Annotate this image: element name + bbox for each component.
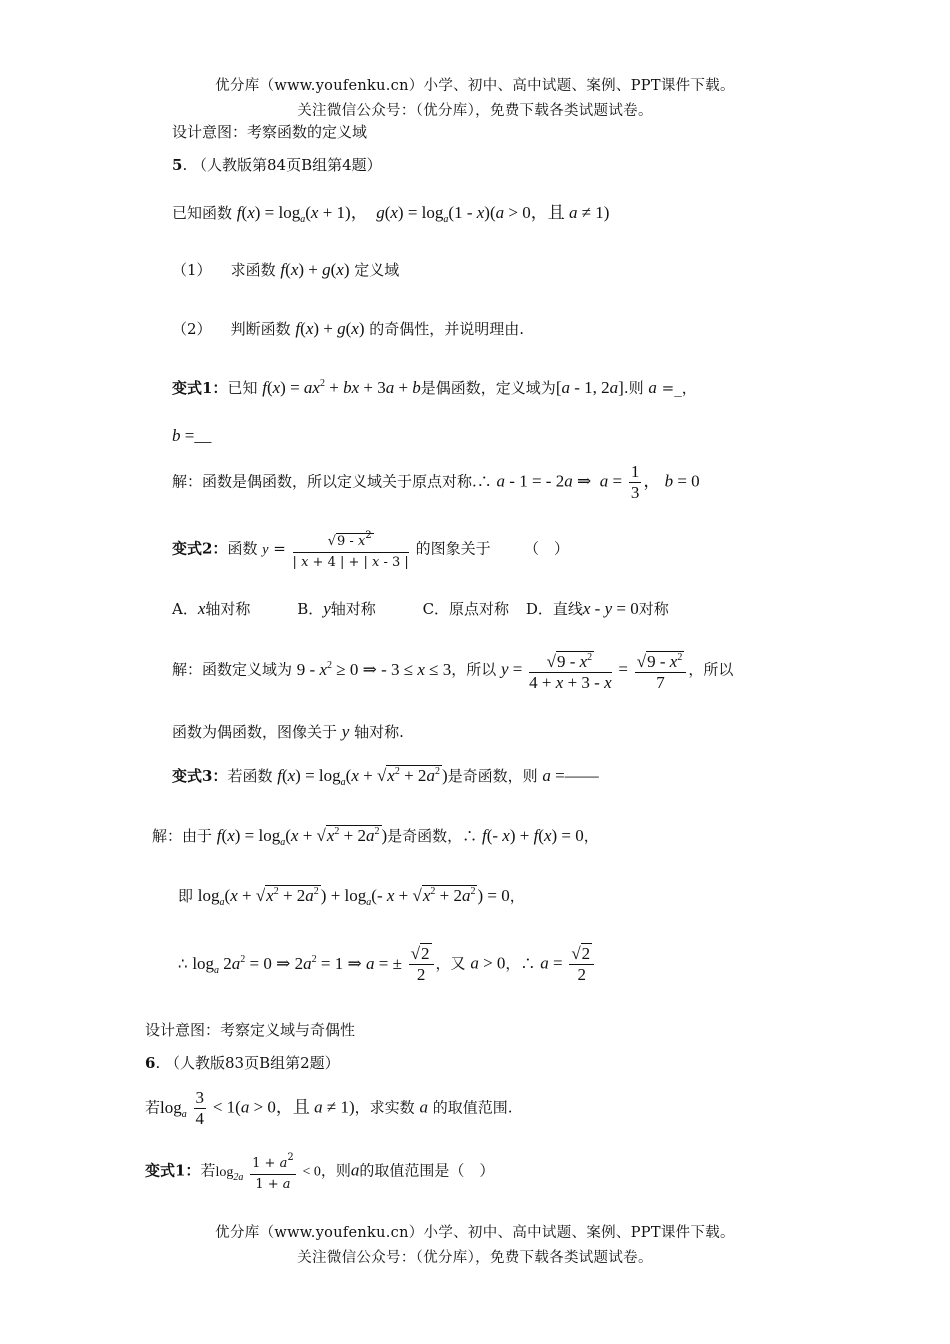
q5-f-def: $f(x) = \log_a(x + 1)$， $g(x) = \log_a(1 - x)(a > 0$，且 a ≠ 1) [236, 203, 610, 225]
v2-solution-2: 函数为偶函数，图像关于 y 轴对称. [172, 722, 404, 741]
design-intent-2: 设计意图：考察定义域与奇偶性 [145, 1021, 356, 1039]
q5-stem [172, 198, 609, 225]
q6-number: 6 [145, 1054, 156, 1072]
q6-heading: 6. （人教版83页B组第2题） [145, 1054, 340, 1072]
v2-option-d: D．直线x - y = 0对称 [525, 599, 669, 618]
v1-line2: b =__ [172, 426, 212, 445]
v2-option-a: A．x轴对称 [172, 599, 251, 618]
q5-number: 5 [172, 156, 183, 174]
footer-line-2: 关注微信公众号：（优分库），免费下载各类试题试卷。 [297, 1250, 653, 1266]
q5-part1: （1） 求函数 f(x) + g(x) 定义域 [172, 260, 400, 279]
v1-label: 变式1： [172, 379, 228, 397]
v3-solution-1: 解：由于 $f(x) = \log_a(x + √x^2 + 2a^2$ )是奇函数，∴ f(- x) + f(x) = 0， [152, 826, 599, 848]
q5-part2-label: （2） [172, 320, 212, 338]
q5-heading: 5. （人教版第84页B组第4题） [172, 156, 382, 174]
q6-variant-1: 变式1：若$\log_{2a}$ $\frac{1 + a^2}{1 + a}$ < 0，则a的取值范围是（ ） [145, 1148, 494, 1195]
v2-option-b: B．y轴对称 [297, 599, 376, 618]
q5-stem-prefix: 已知函数 [172, 204, 233, 222]
v2-option-c: C．原点对称 [422, 600, 510, 618]
v3-line: 变式3：若函数 $f(x) = \log_a(x + √x^2 + 2a^2$ )是奇函数，则 a =—— [172, 766, 599, 788]
v3-solution-3: ∴ $\log_a 2a^2 = 0$ ⇒ $2a^2 = 1$ ⇒ a = ± $\frac{√2}{2}$ ，又 a > 0，∴ a = $\frac{√2}{2}$ [178, 944, 596, 985]
v1-solution: 解：函数是偶函数，所以定义域关于原点对称.∴ a - 1 = - 2a ⇒ a = $\frac{1}{3}$ ， b = 0 [172, 462, 700, 502]
q6-text: 若$\log_a$ $\frac{3}{4}$ < 1(a > 0，且 a ≠ 1)，求实数 a 的取值范围. [145, 1088, 513, 1128]
v2-label: 变式2： [172, 539, 228, 558]
design-intent-1: 设计意图：考察函数的定义域 [172, 123, 368, 141]
q6-v1-label: 变式1： [145, 1161, 201, 1180]
q5-part1-label: （1） [172, 261, 212, 279]
v1-line: 变式1：已知 $f(x) = ax^2$ + bx + 3a + b是偶函数，定义域为[a - 1, 2a].则 a =_， [172, 378, 697, 397]
q5-part2: （2） 判断函数 f(x) + g(x) 的奇偶性，并说明理由. [172, 319, 525, 338]
v3-solution-2: 即 $\log_a(x + √x^2 + 2a^2$ ) + $\log_a(-$ $x + √x^2 + 2a^2$ ) = 0， [178, 886, 525, 908]
v2-solution-1: 解：函数定义域为 $9 - x^2 \ge 0$ ⇒ - 3 ≤ x ≤ 3，所以 y = $\frac{√9 - x^2}{4 + x + 3 - x}$ = $\frac{√9 - x^2}{7}$ ，所以 [172, 648, 733, 693]
v2-line: 变式2：函数 y = $\frac{√9 - x^2}{| x + 4 | + | x - 3 |}$ 的图象关于 （ ） [172, 526, 569, 573]
v2-options [172, 598, 669, 619]
q5-source: （人教版第84页B组第4题） [191, 156, 382, 174]
footer-line-1: 优分库（www.youfenku.cn）小学、初中、高中试题、案例、PPT课件下载。 [215, 1225, 735, 1241]
header-line-1: 优分库（www.youfenku.cn）小学、初中、高中试题、案例、PPT课件下载。 [215, 78, 735, 94]
v3-label: 变式3： [172, 767, 228, 785]
header-line-2: 关注微信公众号：（优分库），免费下载各类试题试卷。 [297, 103, 653, 119]
q6-source: （人教版83页B组第2题） [164, 1054, 340, 1072]
